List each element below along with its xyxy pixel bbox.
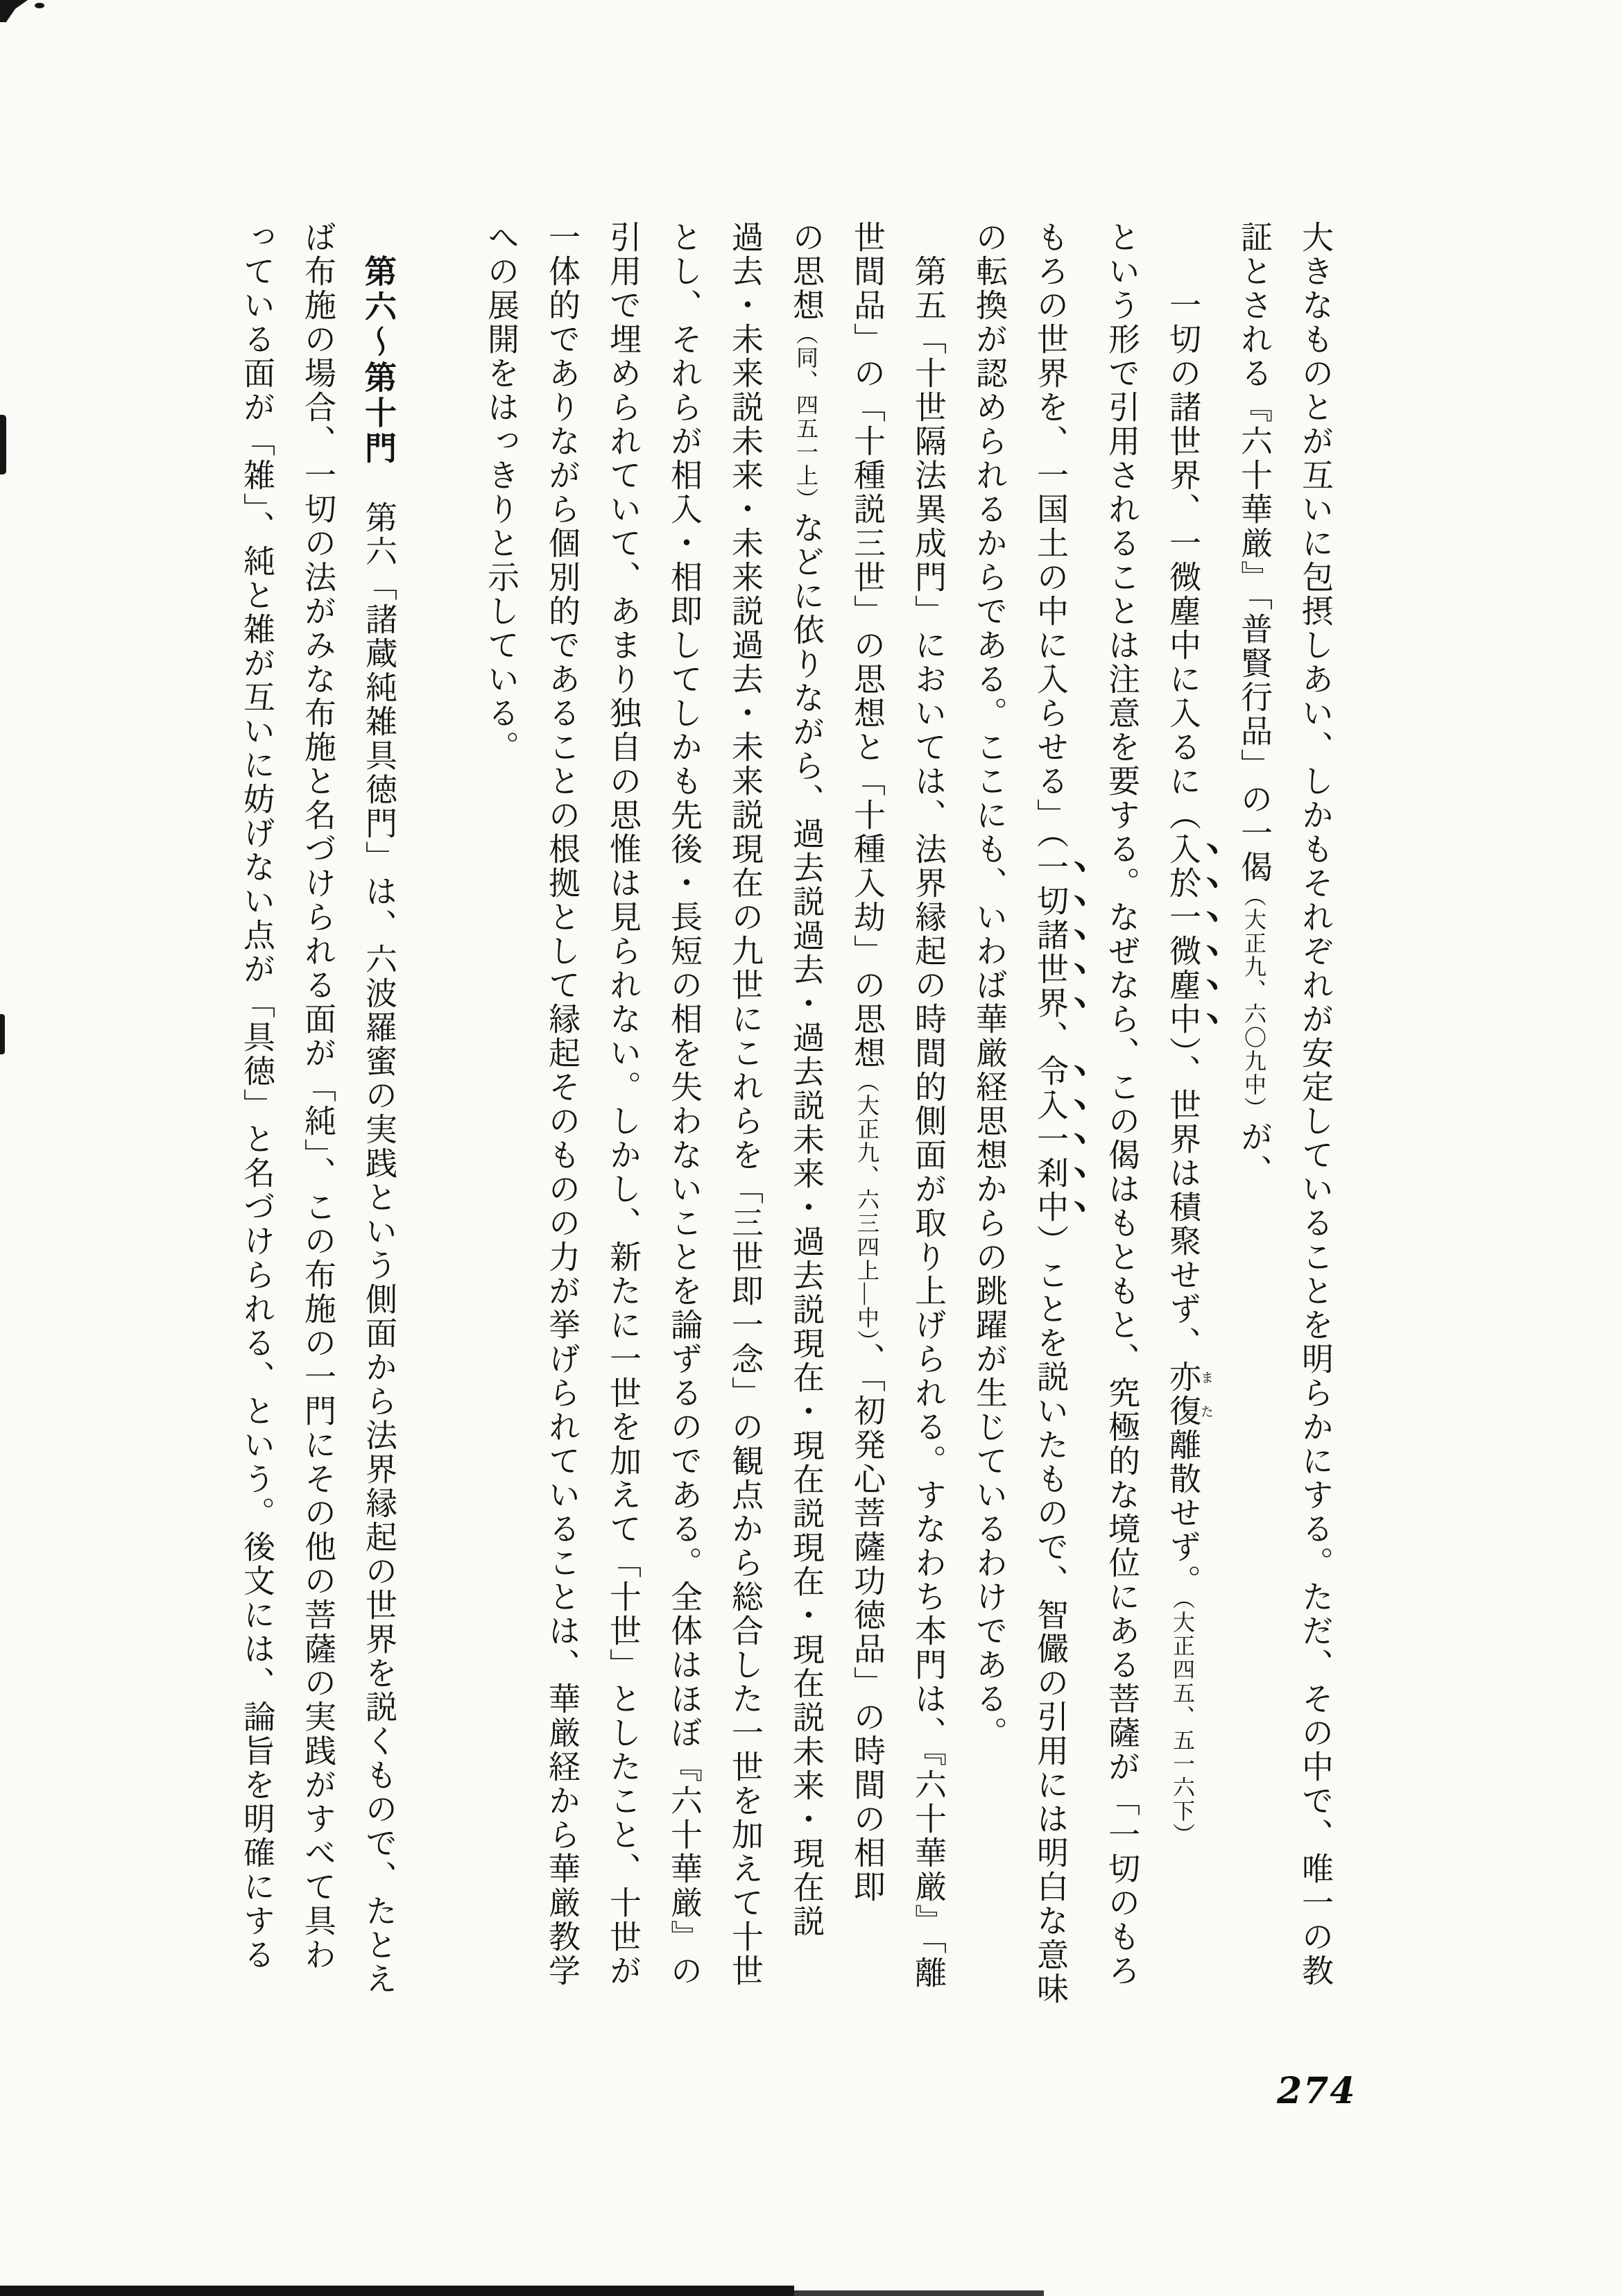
- scan-artifact-top-speck: [35, 3, 44, 8]
- text-segment: の思想: [789, 221, 824, 323]
- text-segment: ）、世界は積聚せず、: [1165, 1036, 1201, 1360]
- text-segment: 世間品」の「十種説三世」の思想と「十種入劫」の思想: [850, 221, 885, 1070]
- text-line-8: [836, 221, 898, 2087]
- text-line-16: [348, 221, 409, 2087]
- text-line-5: [1020, 221, 1091, 2087]
- citation-reference: （同、四五一上）: [793, 323, 818, 511]
- scan-artifact-left-edge: [0, 1014, 5, 1054]
- text-line-6: [959, 221, 1020, 2087]
- citation-reference: （大正九、六〇九中）: [1242, 884, 1266, 1120]
- text-segment: 引用で埋められていて、あまり独自の思惟は見られない。しかし、新たに一世を加えて「十世」としたこと、十世が: [606, 221, 641, 1988]
- text-segment: 第五「十世隔法異成門」においては、法界縁起の時間的側面が取り上げられる。すなわち本門は、『六十華厳』「離: [911, 255, 946, 1990]
- text-segment: 一切の諸世界、一微塵中に入るに（: [1165, 289, 1201, 832]
- citation-reference: （大正九、六三四上―中）: [855, 1070, 879, 1342]
- scan-artifact-bottom-bar: [794, 2290, 1044, 2296]
- page-number: 274: [1277, 2070, 1357, 2112]
- text-line-10: [714, 221, 775, 2087]
- text-segment: 一体的でありながら個別的であることの根拠として縁起そのものの力が挙げられていることは、華厳経から華厳教学: [544, 221, 580, 1988]
- text-segment: 第六「諸蔵純雑具徳門」は、六波羅蜜の実践という側面から法界縁起の世界を説くもので、たとえ: [361, 467, 397, 1996]
- text-segment: の転換が認められるからである。ここにも、いわば華厳経思想からの跳躍が生じているわけである。: [972, 221, 1007, 1750]
- text-segment: 過去・未来説未来・未来説過去・未来説現在の九世にこれらを「三世即一念」の観点から総合した一世を加えて十世: [728, 221, 763, 1988]
- citation-reference: （大正四五、五一六下）: [1170, 1598, 1195, 1847]
- text-line-9: [775, 221, 836, 2087]
- text-segment: とし、それらが相入・相即してしかも先後・長短の相を失わないことを論ずるのである。全体はほぼ『六十華厳』の: [667, 221, 702, 1988]
- text-line-2: [1223, 221, 1285, 2087]
- text-line-4: [1091, 221, 1152, 2087]
- scan-artifact-bottom-bar: [0, 2286, 794, 2296]
- text-line-18: [226, 221, 287, 2087]
- text-segment: 、「初発心菩薩功徳品」の時間の相即: [850, 1342, 885, 1904]
- text-line-13: [531, 221, 592, 2087]
- text-line-7: [898, 221, 959, 2087]
- text-segment: ）ことを説いたもので、智儼の引用には明白な意味: [1033, 1224, 1068, 2006]
- text-segment: という形で引用されることは注意を要する。なぜなら、この偈はもともと、究極的な境位にある菩薩が「一切のもろ: [1104, 221, 1140, 1988]
- text-segment: ば布施の場合、一切の法がみな布施と名づけられる面が「純」、この布施の一門にその他の菩薩の実践がすべて具わ: [300, 221, 336, 1972]
- text-line-17: [287, 221, 348, 2087]
- emphasized-kanbun: 一切諸世界、令入一刹中: [1033, 850, 1068, 1224]
- scan-artifact-left-edge: [0, 415, 6, 474]
- text-line-14: [470, 221, 531, 2087]
- text-line-1: [1285, 221, 1346, 2087]
- text-segment: もろの世界を、一国土の中に入らせる」（: [1033, 221, 1068, 850]
- text-segment: っている面が「雑」、純と雑が互いに妨げない点が「具徳」と名づけられる、という。後文には、論旨を明確にする: [239, 221, 275, 1972]
- text-segment: が、: [1237, 1120, 1272, 1188]
- text-line-11: [653, 221, 714, 2087]
- body-text-block: [226, 221, 1346, 2087]
- section-heading: 第六〜第十門: [361, 255, 397, 467]
- text-segment: 離散せず。: [1165, 1428, 1201, 1598]
- text-line-12: [592, 221, 653, 2087]
- emphasized-kanbun: 入於一微塵中: [1165, 832, 1201, 1036]
- text-line-3: [1152, 221, 1223, 2087]
- paragraph-separator: [409, 221, 470, 2087]
- scan-artifact-top-left-corner: [0, 0, 28, 22]
- text-segment: などに依りながら、過去説過去・過去説未来・過去説現在・現在説現在・現在説未来・現在説: [789, 511, 824, 1939]
- text-segment: への展開をはっきりと示している。: [483, 221, 519, 764]
- text-segment: 大きなものとが互いに包摂しあい、しかもそれぞれが安定していることを明らかにする。ただ、その中で、唯一の教: [1298, 221, 1333, 1988]
- furigana: また: [1199, 1360, 1213, 1428]
- text-segment: 証とされる『六十華厳』「普賢行品」の一偈: [1237, 221, 1272, 884]
- ruby-annotated-word: 亦復また: [1165, 1360, 1213, 1428]
